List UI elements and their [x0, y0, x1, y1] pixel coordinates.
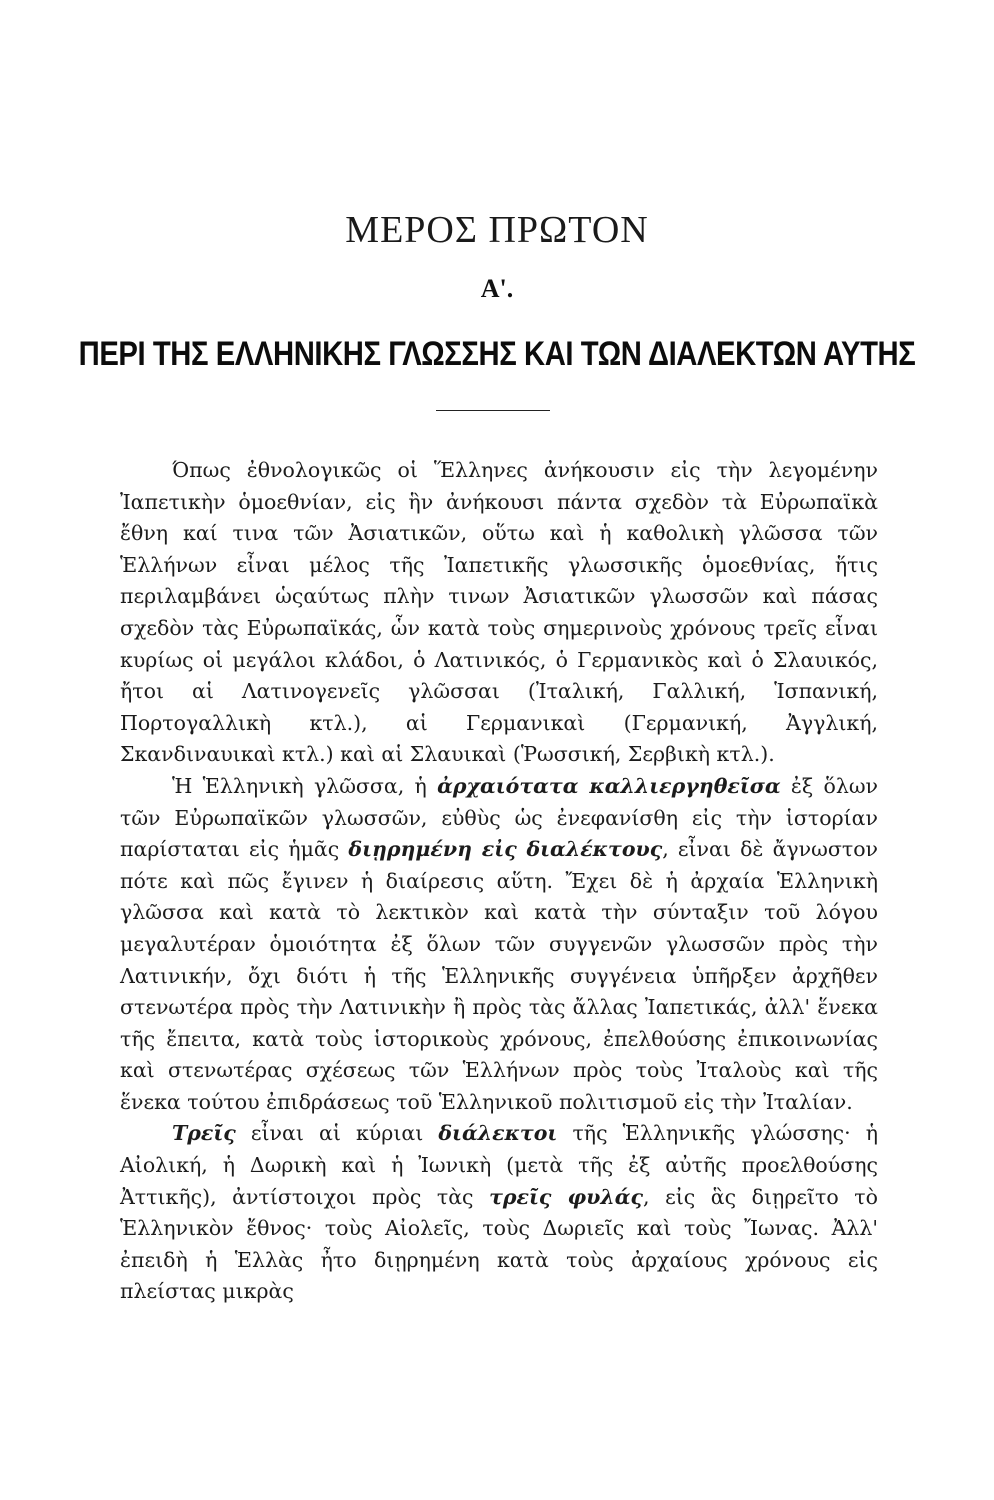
paragraph — [120, 771, 878, 1119]
paragraph-text: Όπως ἐθνολογικῶς οἱ Ἕλληνες ἀνήκουσιν εἰς τὴν λεγομένην Ἰαπετικὴν ὁμοεθνίαν, εἰς ἣν ἀνήκουσι πάντα σχεδὸν τὰ Εὐρωπαϊκὰ ἔθνη καί τινα τῶν Ἀσιατικῶν, οὕτω καὶ ἡ καθολικὴ γλῶσσα τῶν Ἑλλήνων εἶναι μέλος τῆς Ἰαπετικῆς γλωσσικῆς ὁμοεθνίας, ἥτις περιλαμβάνει ὡςαύτως πλὴν τινων Ἀσιατικῶν γλωσσῶν καὶ πάσας σχεδὸν τὰς Εὐρωπαϊκάς, ὧν κατὰ τοὺς σημερινοὺς χρόνους τρεῖς εἶναι κυρίως οἱ μεγάλοι κλάδοι, ὁ Λατινικός, ὁ Γερμανικὸς καὶ ὁ Σλαυικός, ἤτοι αἱ Λατινογενεῖς γλῶσσαι (Ἰταλική, Γαλλική, Ἱσπανική, Πορτογαλλικὴ κτλ.), αἱ Γερμανικαὶ (Γερμανική, Ἀγγλική, Σκανδιναυικαὶ κτλ.) καὶ αἱ Σλαυικαὶ (Ῥωσσική, Σερβικὴ κτλ.). — [120, 458, 878, 767]
emphasized-text: διάλεκτοι — [438, 1121, 558, 1146]
emphasized-text: ἀρχαιότατα καλλιεργηθεῖσα — [437, 773, 781, 798]
paragraph — [120, 1118, 878, 1308]
title-divider — [436, 410, 550, 411]
paragraph-text: , εἰς ἃς διῃρεῖτο τὸ Ἑλληνικὸν ἔθνος· τοὺς Αἰολεῖς, τοὺς Δωριεῖς καὶ τοὺς Ἴωνας. Ἀλλ' ἐπειδὴ ἡ Ἑλλὰς ἦτο διῃρημένη κατὰ τοὺς ἀρχαίους χρόνους εἰς πλείστας μικρὰς — [120, 1184, 878, 1304]
emphasized-text: Τρεῖς — [172, 1121, 236, 1146]
chapter-number: Α'. — [480, 274, 514, 303]
emphasized-text: τρεῖς φυλάς — [489, 1184, 643, 1209]
paragraph — [120, 455, 878, 771]
paragraph-text: Ἡ Ἑλληνικὴ γλῶσσα, ἡ — [172, 773, 438, 798]
paragraph-text: τῆς Ἑλληνικῆς γλώσσης· ἡ Αἰολική, ἡ Δωρικὴ καὶ ἡ Ἰωνικὴ (μετὰ τῆς ἐξ αὐτῆς προελθούσης Ἀττικῆς), ἀντίστοιχοι πρὸς τὰς — [120, 1121, 878, 1209]
part-title: ΜΕΡΟΣ ΠΡΩΤΟΝ — [345, 209, 649, 251]
paragraph-text: εἶναι αἱ κύριαι — [235, 1121, 439, 1146]
body-text — [120, 455, 878, 1308]
paragraph-text: ἐξ ὅλων τῶν Εὐρωπαϊκῶν γλωσσῶν, εὐθὺς ὡς ἐνεφανίσθη εἰς τὴν ἱστορίαν παρίσταται εἰς ἡμᾶς — [120, 773, 879, 862]
emphasized-text: διῃρημένη εἰς διαλέκτους — [348, 837, 663, 862]
paragraph-text: , εἶναι δὲ ἄγνωστον πότε καὶ πῶς ἔγινεν ἡ διαίρεσις αὕτη. Ἔχει δὲ ἡ ἀρχαία Ἑλληνικὴ γλῶσσα καὶ κατὰ τὸ λεκτικὸν καὶ κατὰ τὴν σύνταξιν τοῦ λόγου μεγαλυτέραν ὁμοιότητα ἐξ ὅλων τῶν συγγενῶν γλωσσῶν πρὸς τὴν Λατινικήν, ὄχι διότι ἡ τῆς Ἑλληνικῆς συγγένεια ὑπῆρξεν ἀρχῆθεν στενωτέρα πρὸς τὴν Λατινικὴν ἢ πρὸς τὰς ἄλλας Ἰαπετικάς, ἀλλ' ἕνεκα τῆς ἔπειτα, κατὰ τοὺς ἱστορικοὺς χρόνους, ἐπελθούσης ἐπικοινωνίας καὶ στενωτέρας σχέσεως τῶν Ἑλλήνων πρὸς τοὺς Ἰταλοὺς καὶ τῆς ἕνεκα τούτου ἐπιδράσεως τοῦ Ἑλληνικοῦ πολιτισμοῦ εἰς τὴν Ἰταλίαν. — [120, 837, 878, 1114]
chapter-title: ΠΕΡΙ ΤΗΣ ΕΛΛΗΝΙΚΗΣ ΓΛΩΣΣΗΣ ΚΑΙ ΤΩΝ ΔΙΑΛΕΚΤΩΝ ΑΥΤΗΣ — [78, 335, 916, 373]
